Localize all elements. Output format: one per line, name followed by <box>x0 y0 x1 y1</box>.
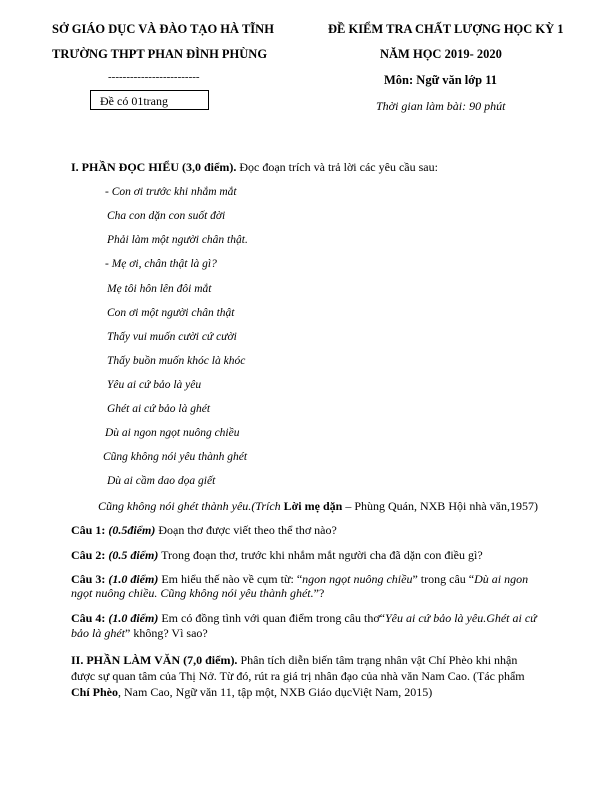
question-quote: ngọt nuông chiều. Cũng không nói yêu thành ghét. <box>71 586 314 600</box>
exam-time: Thời gian làm bài: 90 phút <box>376 99 506 113</box>
question-label: Câu 1: <box>71 523 106 537</box>
poem-last-line <box>98 499 538 514</box>
poem-line: Yêu ai cứ bảo là yêu <box>107 379 202 391</box>
citation-rest: – Phùng Quán, NXB Hội nhà văn,1957) <box>342 499 538 513</box>
part2-heading <box>71 653 517 668</box>
poem-line: Phải làm một người chân thật. <box>107 234 248 246</box>
question-score: (0.5điểm) <box>108 523 156 537</box>
question-quote: Dù ai ngon <box>474 572 529 586</box>
poem-line: Cũng không nói yêu thành ghét <box>103 451 248 463</box>
citation-title: Lời mẹ dặn <box>283 499 343 513</box>
question-label: Câu 2: <box>71 548 106 562</box>
poem-line: - Mẹ ơi, chân thật là gì? <box>105 258 217 270</box>
question-3-continued <box>71 586 324 601</box>
poem-line: Thấy vui muốn cười cứ cười <box>107 331 237 343</box>
question-text: ” không? Vì sao? <box>125 626 208 640</box>
poem-line: Dù ai ngon ngọt nuông chiều <box>105 427 240 439</box>
question-label: Câu 4: <box>71 611 106 625</box>
poem-line: Cha con dặn con suốt đời <box>107 210 226 222</box>
question-2 <box>71 548 483 563</box>
school-year: NĂM HỌC 2019- 2020 <box>380 47 502 61</box>
poem-line: Mẹ tôi hôn lên đôi mắt <box>107 283 212 295</box>
question-text: ”? <box>313 586 325 600</box>
part1-heading <box>71 160 438 175</box>
question-3 <box>71 572 528 587</box>
question-text: Em có đồng tình với quan điểm trong câu thơ“ <box>158 611 385 625</box>
part2-title: II. PHẦN LÀM VĂN (7,0 điểm). <box>71 653 238 667</box>
poem-line: - Con ơi trước khi nhắm mắt <box>105 186 237 198</box>
part2-source: , Nam Cao, Ngữ văn 11, tập một, NXB Giáo dụcViệt Nam, 2015) <box>118 685 433 699</box>
question-4 <box>71 611 537 626</box>
poem-last-text: Cũng không nói ghét thành yêu. <box>98 499 252 513</box>
subject: Môn: Ngữ văn lớp 11 <box>384 73 498 87</box>
question-quote: ngon ngọt nuông chiều <box>302 572 413 586</box>
part2-text-line1: Phân tích diễn biến tâm trạng nhân vật Chí Phèo khi nhận <box>237 653 518 667</box>
page-count-box <box>90 90 209 110</box>
part2-text-line2: được sự quan tâm của Thị Nở. Từ đó, rút ra giá trị nhân đạo của nhà văn Nam Cao. (Tác phẩm <box>71 669 525 683</box>
work-title: Chí Phèo <box>71 685 119 699</box>
question-quote: bảo là ghét <box>71 626 125 640</box>
page-count-label: Đề có 01trang <box>100 94 168 108</box>
question-text: Đoạn thơ được viết theo thể thơ nào? <box>155 523 337 537</box>
question-score: (0.5 điểm) <box>108 548 159 562</box>
poem-line: Ghét ai cứ bảo là ghét <box>107 403 211 415</box>
part2-text-line3 <box>71 685 432 700</box>
school-name: TRƯỜNG THPT PHAN ĐÌNH PHÙNG <box>52 47 268 61</box>
part1-instruction: Đọc đoạn trích và trả lời các yêu cầu sau: <box>236 160 438 174</box>
poem-line: Thấy buồn muốn khóc là khóc <box>107 355 246 367</box>
citation-open: (Trích <box>251 499 284 513</box>
header-divider: ------------------------- <box>108 71 200 83</box>
question-1 <box>71 523 337 538</box>
question-4-continued <box>71 626 208 641</box>
question-score: (1.0 điểm) <box>108 611 159 625</box>
department-name: SỞ GIÁO DỤC VÀ ĐÀO TẠO HÀ TĨNH <box>52 22 274 36</box>
question-text: Trong đoạn thơ, trước khi nhắm mắt người cha đã dặn con điều gì? <box>158 548 483 562</box>
poem-line: Con ơi một người chân thật <box>107 307 235 319</box>
question-score: (1.0 điểm) <box>108 572 159 586</box>
question-text: ” trong câu “ <box>412 572 475 586</box>
question-text: Em hiểu thế nào về cụm từ: “ <box>158 572 303 586</box>
exam-title: ĐỀ KIỂM TRA CHẤT LƯỢNG HỌC KỲ 1 <box>328 22 564 36</box>
question-label: Câu 3: <box>71 572 106 586</box>
question-quote: Yêu ai cứ bảo là yêu.Ghét ai cứ <box>385 611 537 625</box>
poem-line: Dù ai cầm dao dọa giết <box>107 475 216 487</box>
part1-title: I. PHẦN ĐỌC HIỂU (3,0 điểm). <box>71 160 237 174</box>
